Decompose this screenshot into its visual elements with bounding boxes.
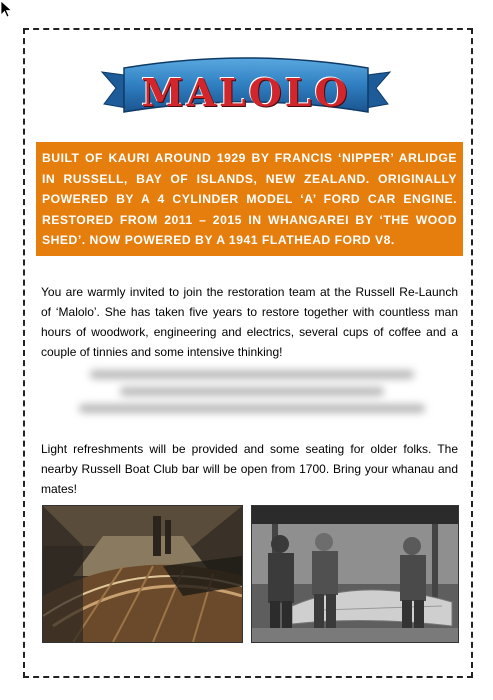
malolo-logo — [98, 54, 394, 130]
redacted-text-block — [64, 362, 440, 422]
invitation-paragraph: You are warmly invited to join the restoration team at the Russell Re-Launch of ‘Malolo’. She has taken five years to restore together with countless man hours of woodwork, engineering and electrics, several cups of coffee and a couple of tinnies and some intensive thinking! — [41, 285, 458, 359]
logo-text: MALOLO — [141, 69, 351, 115]
boat-shed-photo — [42, 505, 243, 643]
restoration-team-photo — [251, 505, 459, 643]
mouse-cursor-icon — [0, 0, 14, 18]
history-banner-text: BUILT OF KAURI AROUND 1929 BY FRANCIS ‘NIPPER’ ARLIDGE IN RUSSELL, BAY OF ISLANDS, NEW ZEALAND. ORIGINALLY POWERED BY A 4 CYLINDER MODEL ‘A’ FORD CAR ENGINE. RESTORED FROM 2011 – 2015 IN WHANGAREI BY ‘THE WOOD SHED’. NOW POWERED BY A 1941 FLATHEAD FORD V8. — [42, 151, 457, 248]
history-banner — [36, 142, 463, 256]
refreshments-paragraph: Light refreshments will be provided and some seating for older folks. The nearby Russell Boat Club bar will be open from 1700. Bring your whanau and mates! — [41, 442, 458, 496]
